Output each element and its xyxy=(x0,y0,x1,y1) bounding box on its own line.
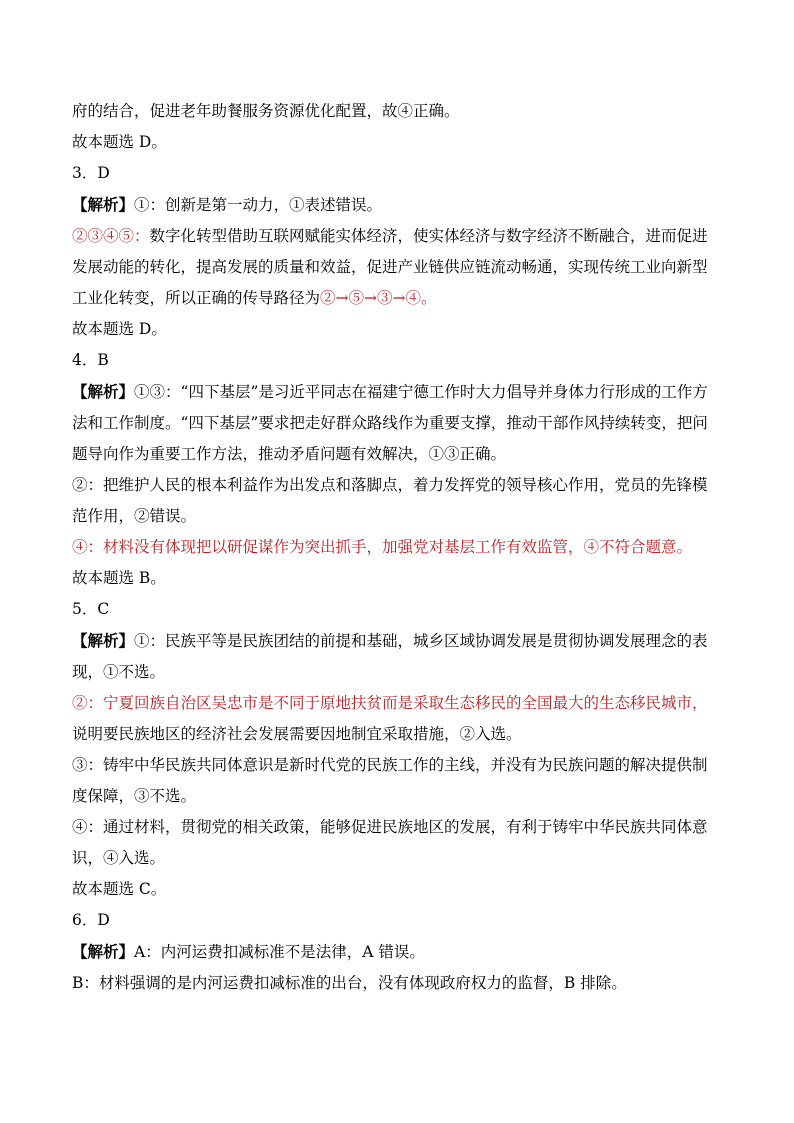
analysis-line xyxy=(72,376,732,408)
analysis-text: ①：民族平等是民族团结的前提和基础，城乡区域协调发展是贯彻协调发展理念的表 xyxy=(134,632,708,650)
text-line: ④：通过材料，贯彻党的相关政策，能够促进民族地区的发展，有利于铸牢中华民族共同体意 xyxy=(72,818,708,836)
analysis-tag: 【解析】 xyxy=(72,382,135,401)
text-rest: 数字化转型借助互联网赋能实体经济，使实体经济与数字经济不断融合，进而促进 xyxy=(149,227,708,245)
text-line xyxy=(72,283,732,314)
answer-explanations xyxy=(72,96,732,999)
text-line: 范作用，②错误。 xyxy=(72,507,197,525)
question-answer-3: 3．D xyxy=(72,164,110,182)
conclusion-line: 故本题选 B。 xyxy=(72,569,166,587)
analysis-line xyxy=(72,936,732,968)
question-answer-6: 6．D xyxy=(72,911,110,929)
analysis-tag: 【解析】 xyxy=(72,942,135,961)
text-line: 现，①不选。 xyxy=(72,663,166,681)
analysis-text: ①：创新是第一动力，①表述错误。 xyxy=(134,196,383,214)
text-line: 识，④入选。 xyxy=(72,849,166,867)
text-line: ②：把维护人民的根本利益作为出发点和落脚点，着力发挥党的领导核心作用，党员的先锋模 xyxy=(72,476,708,494)
question-answer-4: 4．B xyxy=(72,351,109,369)
highlight-line: ②：宁夏回族自治区吴忠市是不同于原地扶贫而是采取生态移民的全国最大的生态移民城市， xyxy=(72,694,708,712)
analysis-line xyxy=(72,189,732,221)
text-line: 发展动能的转化，提高发展的质量和效益，促进产业链供应链流动畅通，实现传统工业向新型 xyxy=(72,258,708,276)
text-rest: 工业化转变，所以正确的传导路径为 xyxy=(72,289,321,307)
question-answer-5: 5．C xyxy=(72,600,110,618)
text-line: ③：铸牢中华民族共同体意识是新时代党的民族工作的主线，并没有为民族问题的解决提供制 xyxy=(72,756,708,774)
text-line xyxy=(72,221,732,252)
analysis-text: ①③：“四下基层”是习近平同志在福建宁德工作时大力倡导并身体力行形成的工作方 xyxy=(134,383,708,401)
analysis-text: A：内河运费扣减标准不是法律，A 错误。 xyxy=(134,943,425,961)
text-line: 说明要民族地区的经济社会发展需要因地制宜采取措施，②入选。 xyxy=(72,725,522,743)
text-line: 法和工作制度。“四下基层”要求把走好群众路线作为重要支撑，推动干部作风持续转变，把问 xyxy=(72,414,708,432)
highlight-suffix: ②→⑤→③→④。 xyxy=(320,289,437,307)
analysis-line xyxy=(72,625,732,657)
conclusion-line: 故本题选 C。 xyxy=(72,880,167,898)
conclusion-line: 故本题选 D。 xyxy=(72,133,167,151)
analysis-tag: 【解析】 xyxy=(72,631,135,650)
text-line: 度保障，③不选。 xyxy=(72,787,197,805)
text-line: 题导向作为重要工作方法，推动矛盾问题有效解决，①③正确。 xyxy=(72,445,507,463)
text-line: B：材料强调的是内河运费扣减标准的出台，没有体现政府权力的监督，B 排除。 xyxy=(72,974,627,992)
highlight-line: ④：材料没有体现把以研促谋作为突出抓手，加强党对基层工作有效监管，④不符合题意。 xyxy=(72,538,693,556)
text-line: 府的结合，促进老年助餐服务资源优化配置，故④正确。 xyxy=(72,102,460,120)
analysis-tag: 【解析】 xyxy=(72,195,135,214)
conclusion-line: 故本题选 D。 xyxy=(72,320,167,338)
highlight-prefix: ②③④⑤： xyxy=(72,227,150,245)
